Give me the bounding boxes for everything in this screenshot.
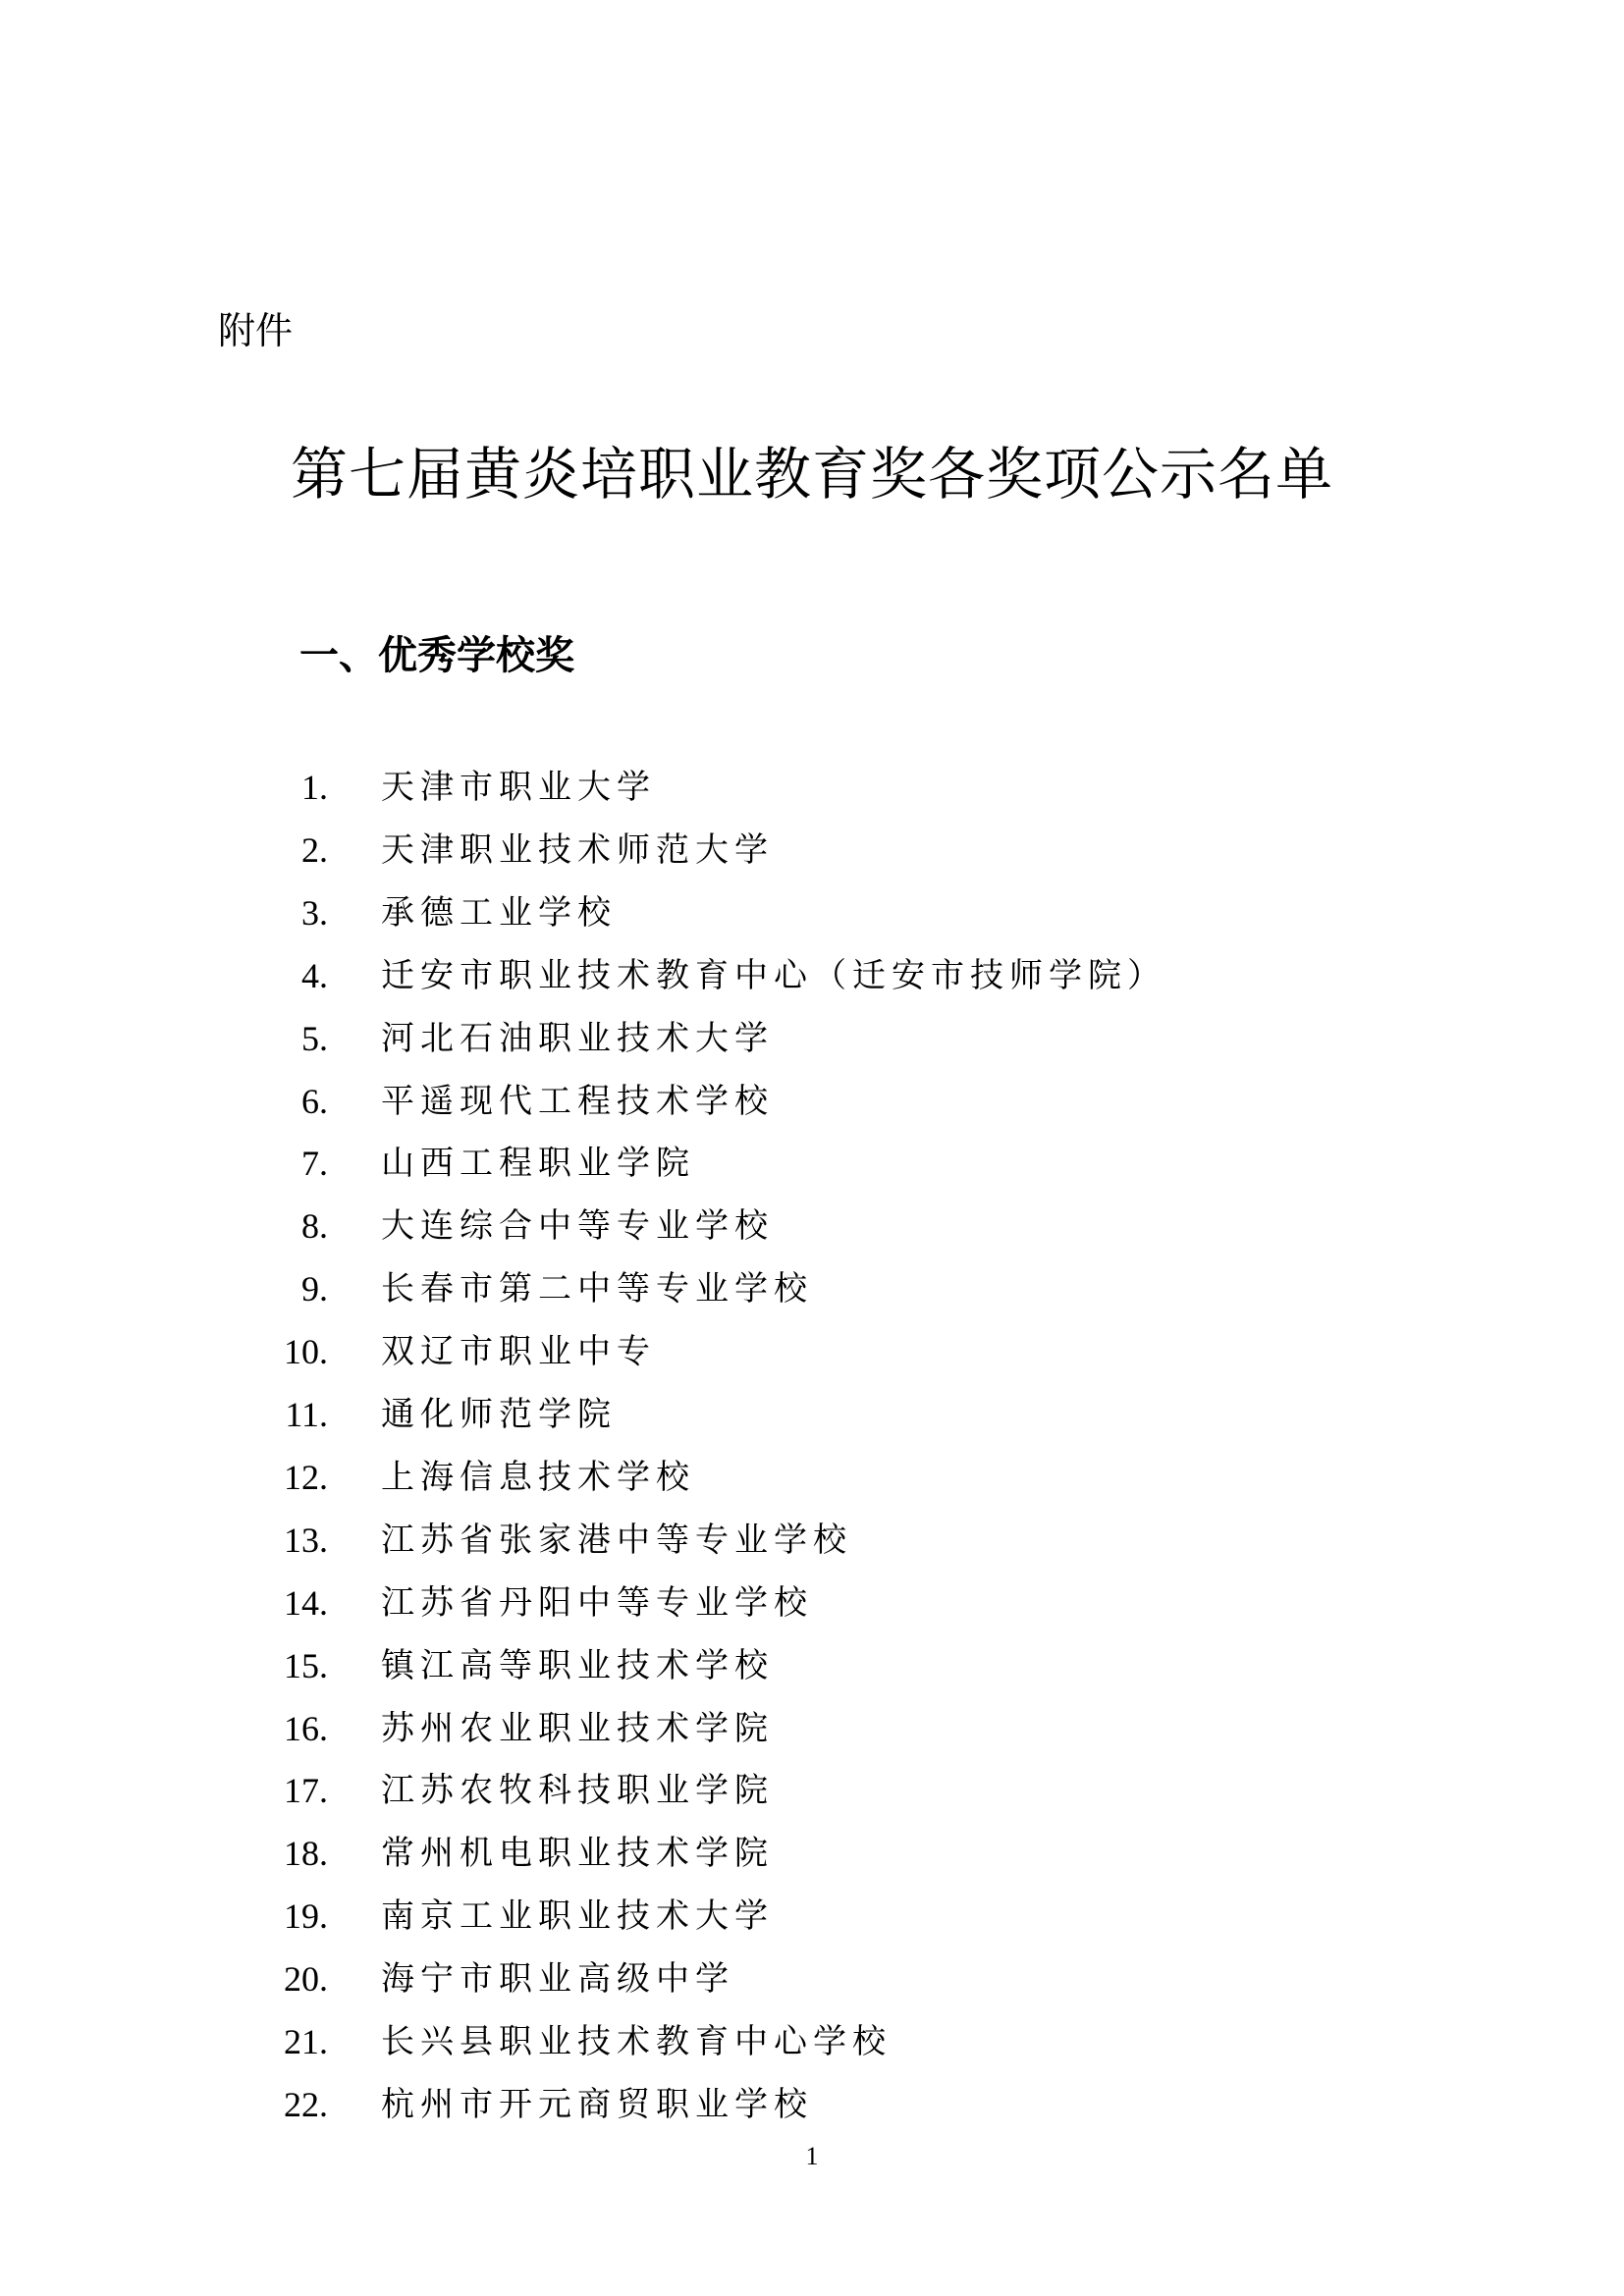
list-item [0,2010,1624,2073]
list-item-name: 双辽市职业中专 [381,1332,656,1372]
list-item-number: 14. [284,1582,328,1623]
list-item-number: 13. [284,1520,328,1560]
list-item-name: 通化师范学院 [381,1395,617,1434]
page-number: 1 [805,2142,819,2170]
list-item [0,944,1624,1007]
list-item [0,1070,1624,1133]
list-item [0,1320,1624,1383]
list-item-number: 19. [284,1896,328,1937]
list-item-name: 苏州农业职业技术学院 [381,1708,774,1748]
list-item-number: 2. [301,829,328,870]
list-item [0,1007,1624,1070]
list-item [0,819,1624,881]
list-item [0,1383,1624,1446]
list-item-number: 8. [301,1206,328,1247]
list-item-name: 上海信息技术学校 [381,1457,695,1497]
section-heading: 一、优秀学校奖 [299,633,574,678]
list-item [0,1257,1624,1320]
list-item-name: 长春市第二中等专业学校 [381,1269,813,1309]
list-item [0,1509,1624,1572]
list-item-name: 天津市职业大学 [381,768,656,807]
list-item-name: 长兴县职业技术教育中心学校 [381,2022,892,2061]
list-item-name: 海宁市职业高级中学 [381,1959,734,2000]
list-item-number: 5. [301,1018,328,1058]
list-item-number: 22. [284,2084,328,2124]
list-item-name: 迁安市职业技术教育中心（迁安市技师学院） [381,955,1166,995]
list-item-name: 镇江高等职业技术学校 [381,1645,774,1685]
list-item-name: 杭州市开元商贸职业学校 [381,2084,813,2124]
list-item [0,1948,1624,2010]
list-item-number: 17. [284,1771,328,1811]
list-item [0,1132,1624,1195]
list-item-number: 21. [284,2022,328,2061]
list-item [0,1572,1624,1634]
list-item-name: 南京工业职业技术大学 [381,1896,774,1937]
list-item [0,1885,1624,1948]
list-item-name: 河北石油职业技术大学 [381,1018,774,1058]
page-title: 第七届黄炎培职业教育奖各奖项公示名单 [290,441,1333,507]
list-item-number: 18. [284,1834,328,1874]
list-item [0,1446,1624,1509]
list-item-number: 16. [284,1708,328,1748]
list-item-name: 山西工程职业学院 [381,1144,695,1184]
list-item-number: 6. [301,1081,328,1121]
list-item-name: 平遥现代工程技术学校 [381,1081,774,1121]
list-item-name: 江苏省张家港中等专业学校 [381,1520,852,1560]
list-item [0,1697,1624,1760]
list-item-name: 江苏省丹阳中等专业学校 [381,1582,813,1623]
list-item [0,2073,1624,2136]
list-item-number: 9. [301,1269,328,1309]
list-item-number: 12. [284,1457,328,1497]
list-item [0,1822,1624,1885]
list-item-number: 4. [301,955,328,995]
list-item-number: 20. [284,1959,328,2000]
list-item [0,1634,1624,1697]
list-item [0,756,1624,819]
list-item-name: 天津职业技术师范大学 [381,829,774,870]
list-item [0,1195,1624,1257]
list-item-number: 3. [301,892,328,933]
list-item [0,881,1624,944]
list-item-number: 7. [301,1144,328,1184]
list-item-number: 15. [284,1645,328,1685]
list-item-name: 大连综合中等专业学校 [381,1206,774,1247]
list-item-number: 1. [301,768,328,807]
list-item-name: 江苏农牧科技职业学院 [381,1771,774,1811]
list-item-number: 11. [285,1395,328,1434]
list-item-number: 10. [284,1332,328,1372]
list-item [0,1759,1624,1822]
attachment-label: 附件 [218,309,294,352]
list-item-name: 常州机电职业技术学院 [381,1834,774,1874]
list-item-name: 承德工业学校 [381,892,617,933]
